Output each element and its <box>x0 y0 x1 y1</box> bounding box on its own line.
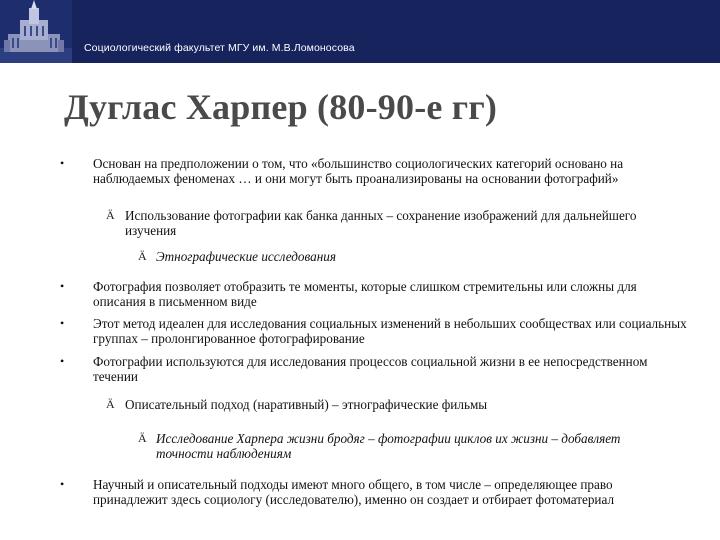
header-bar <box>0 0 720 63</box>
sub-list-item: Использование фотографии как банка данных – сохранение изображений для дальнейшего изучения <box>125 208 637 238</box>
sub-sub-list-item: Этнографические исследования <box>156 249 336 264</box>
sub-list-item: Описательный подход (наративный) – этнографические фильмы <box>125 397 488 412</box>
arrow-bullet-icon: Ä <box>138 249 147 263</box>
university-building-logo <box>0 0 72 63</box>
list-item: Фотографии используются для исследования процессов социальной жизни в ее непосредственном течении <box>93 354 648 384</box>
faculty-label: Социологический факультет МГУ им. М.В.Ломоносова <box>84 42 355 54</box>
bullet-icon: • <box>60 354 65 368</box>
arrow-bullet-icon: Ä <box>138 431 147 445</box>
list-item: Научный и описательный подходы имеют много общего, в том числе – определяющее право принадлежит здесь социологу (исследователю), именно он создает и отбирает фотоматериал <box>93 477 615 507</box>
bullet-icon: • <box>60 156 65 170</box>
bullet-icon: • <box>60 316 65 330</box>
slide-title: Дуглас Харпер (80-90-е гг) <box>64 87 498 127</box>
list-item: Фотография позволяет отобразить те моменты, которые слишком стремительны или сложны для описания в письменном виде <box>93 279 637 309</box>
sub-sub-list-item: Исследование Харпера жизни бродяг – фотографии циклов их жизни – добавляет точности наблюдениям <box>156 431 621 461</box>
bullet-icon: • <box>60 477 65 491</box>
list-item: Основан на предположении о том, что «большинство социологических категорий основано на наблюдаемых феноменах … и они могут быть проанализированы на основании фотографий» <box>93 156 624 186</box>
arrow-bullet-icon: Ä <box>106 397 115 411</box>
list-item: Этот метод идеален для исследования социальных изменений в небольших сообществах или социальных группах – пролонгированное фотографирование <box>93 316 687 346</box>
arrow-bullet-icon: Ä <box>106 208 115 222</box>
bullet-icon: • <box>60 279 65 293</box>
